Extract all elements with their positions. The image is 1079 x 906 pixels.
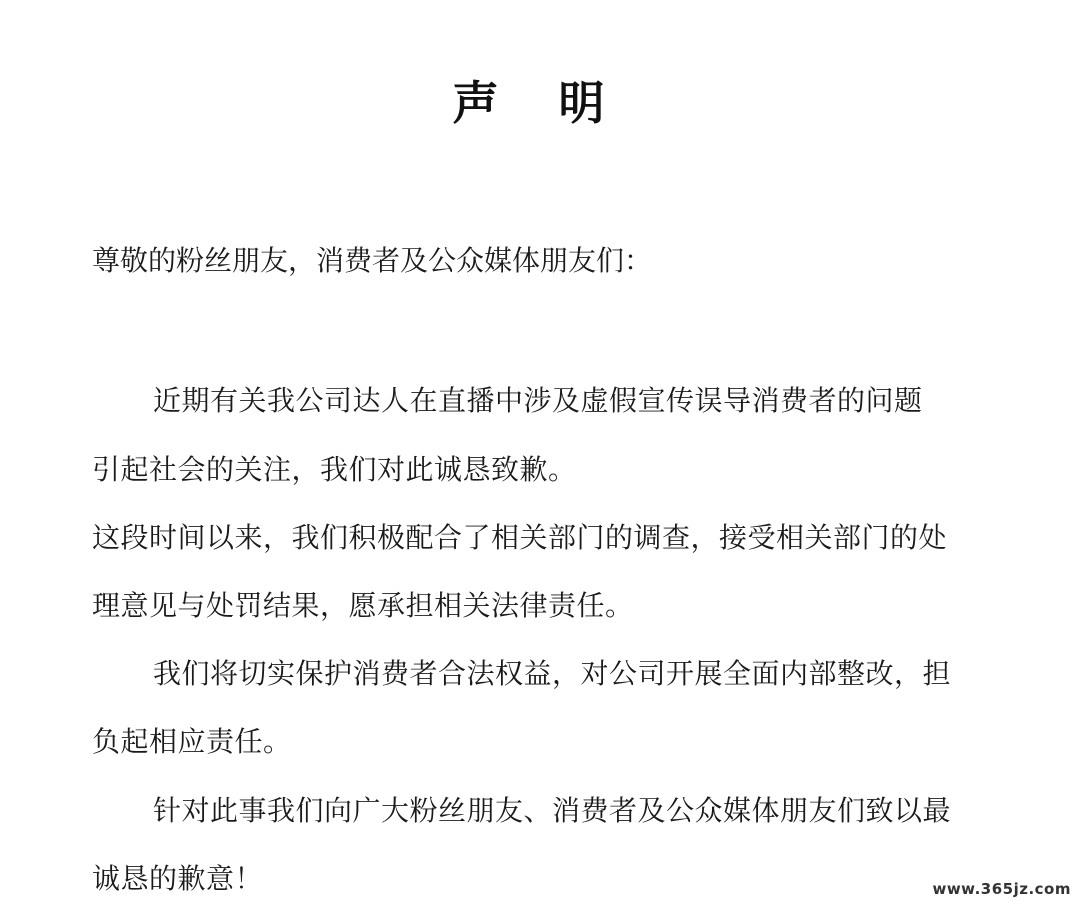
paragraph-line: 这段时间以来，我们积极配合了相关部门的调查，接受相关部门的处 — [92, 521, 948, 554]
paragraph-line: 诚恳的歉意！ — [92, 862, 264, 895]
paragraph-line: 近期有关我公司达人在直播中涉及虚假宣传误导消费者的问题 — [153, 384, 923, 417]
greeting-line: 尊敬的粉丝朋友，消费者及公众媒体朋友们： — [92, 244, 653, 277]
site-watermark: www.365jz.com — [932, 880, 1071, 898]
paragraph-line: 理意见与处罚结果，愿承担相关法律责任。 — [92, 589, 634, 622]
paragraph-line: 负起相应责任。 — [92, 725, 292, 758]
paragraph-line: 针对此事我们向广大粉丝朋友、消费者及公众媒体朋友们致以最 — [153, 794, 952, 827]
paragraph-line: 引起社会的关注，我们对此诚恳致歉。 — [92, 453, 577, 486]
document-title: 声 明 — [452, 76, 627, 130]
paragraph-line: 我们将切实保护消费者合法权益，对公司开展全面内部整改，担 — [153, 657, 952, 690]
